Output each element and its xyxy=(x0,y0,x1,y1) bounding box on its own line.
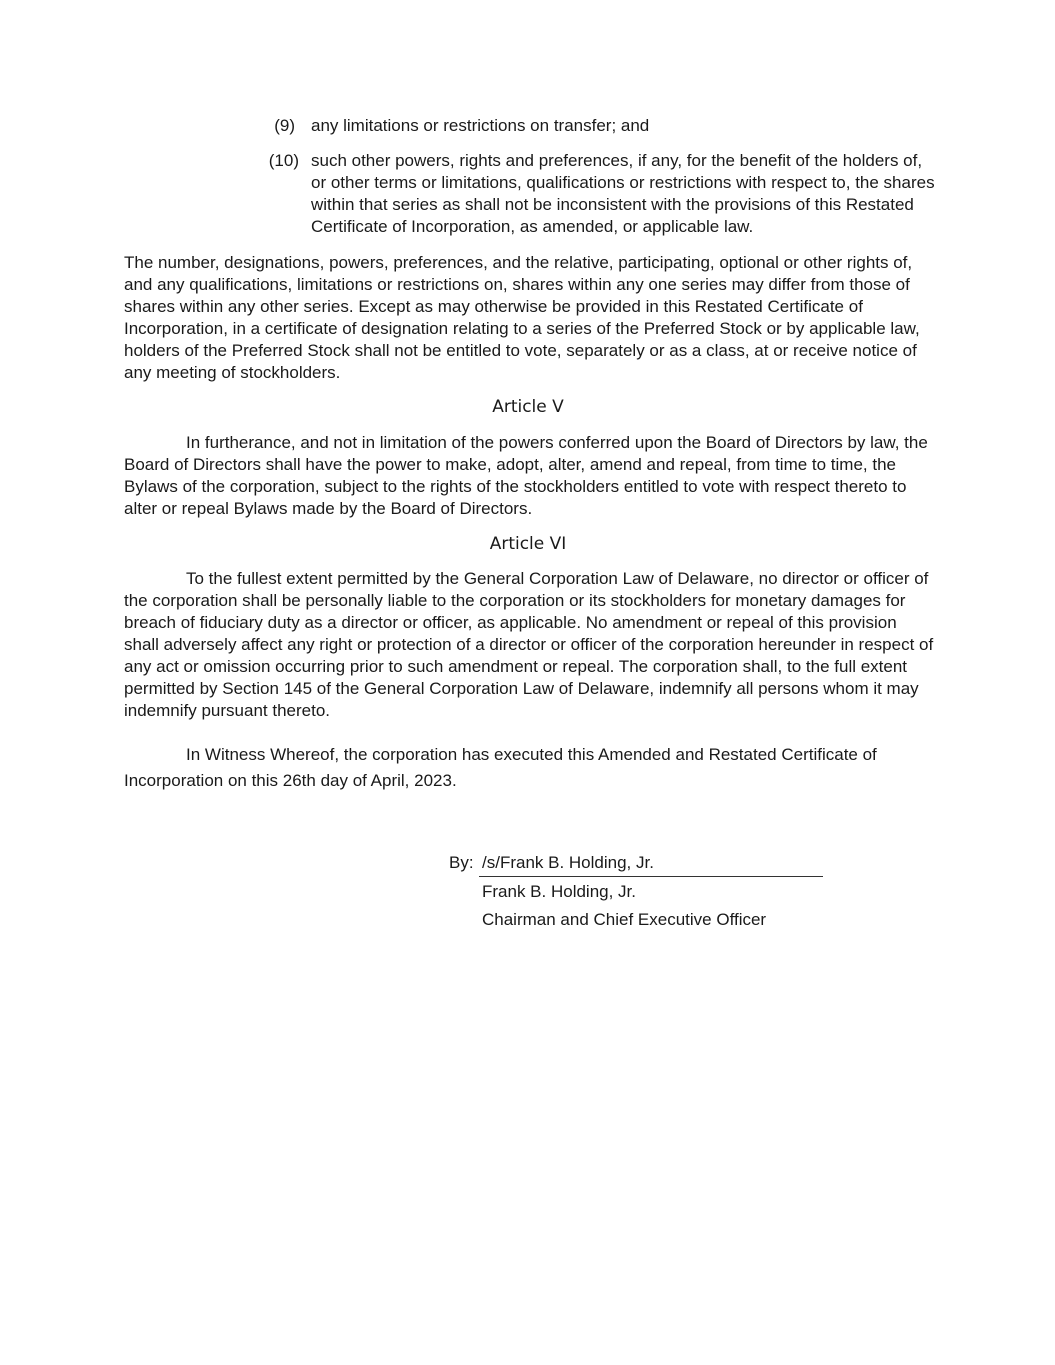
signatory-name: Frank B. Holding, Jr. xyxy=(482,882,637,901)
article-v-heading: Article V xyxy=(492,397,564,417)
article-vi-heading: Article VI xyxy=(489,534,567,554)
signature-by-label: By: xyxy=(449,853,474,872)
article-vi-paragraph: To the fullest extent permitted by the General Corporation Law of Delaware, no director or officer of the corporation shall be personally liable to the corporation or its stockholders for monetary damages for breach of fiduciary duty as a director or officer, as applicable. No amendment or repeal of this provision shall adversely affect any right or protection of a director or officer of the corporation hereunder in respect of any act or omission occurring prior to such amendment or repeal. The corporation shall, to the full extent permitted by Section 145 of the General Corporation Law of Delaware, indemnify all persons whom it may indemnify pursuant thereto. xyxy=(124,569,934,720)
preferred-stock-paragraph: The number, designations, powers, preferences, and the relative, participating, optional or other rights of, and any qualifications, limitations or restrictions on, shares within any one series may differ from those of shares within any other series. Except as may otherwise be provided in this Restated Certificate of Incorporation, in a certificate of designation relating to a series of the Preferred Stock or by applicable law, holders of the Preferred Stock shall not be entitled to vote, separately or as a class, at or receive notice of any meeting of stockholders. xyxy=(124,253,920,382)
signatory-title: Chairman and Chief Executive Officer xyxy=(482,910,767,929)
signature-conformed: /s/Frank B. Holding, Jr. xyxy=(482,853,654,872)
list-item-number: (9) xyxy=(274,116,295,135)
list-item-text: such other powers, rights and preferences, if any, for the benefit of the holders of, or other terms or limitations, qualifications or restrictions with respect to, the shares within that series as shall not be inconsistent with the provisions of this Restated Certificate of Incorporation, as amended, or applicable law. xyxy=(311,151,935,236)
list-item-text: any limitations or restrictions on transfer; and xyxy=(311,116,650,135)
article-v-paragraph: In furtherance, and not in limitation of the powers conferred upon the Board of Directors by law, the Board of Directors shall have the power to make, adopt, alter, amend and repeal, from time to time, the Bylaws of the corporation, subject to the rights of the stockholders entitled to vote with respect thereto to alter or repeal Bylaws made by the Board of Directors. xyxy=(124,433,928,518)
signature-line xyxy=(479,876,823,877)
list-item-number: (10) xyxy=(268,151,299,170)
witness-paragraph: In Witness Whereof, the corporation has executed this Amended and Restated Certificate of Incorporation on this 26th day of April, 2023. xyxy=(124,745,877,790)
